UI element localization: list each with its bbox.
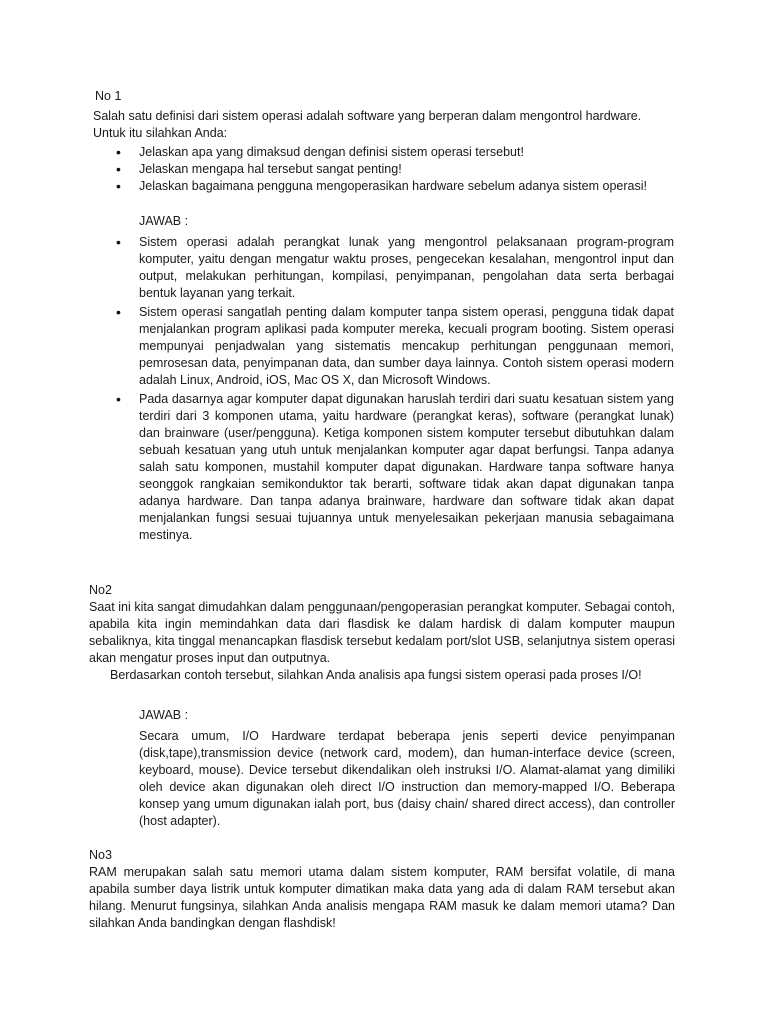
question-1-intro-line-2: Untuk itu silahkan Anda:: [93, 126, 228, 140]
question-1-answer-list: [116, 234, 674, 544]
question-3-heading: No3: [89, 848, 112, 862]
jawab-label: JAWAB :: [139, 708, 189, 722]
question-2-task: Berdasarkan contoh tersebut, silahkan Anda analisis apa fungsi sistem operasi pada proses I/O!: [110, 668, 642, 682]
question-1-intro: [93, 108, 693, 142]
question-2: [89, 582, 675, 684]
question-2-heading: No2: [89, 583, 112, 597]
jawab-label: JAWAB :: [139, 214, 189, 228]
task-item: • Jelaskan bagaimana pengguna mengoperasikan hardware sebelum adanya sistem operasi!: [116, 178, 696, 195]
question-2-jawab: [139, 707, 675, 830]
task-item: • Jelaskan mengapa hal tersebut sangat penting!: [116, 161, 696, 178]
question-1: [95, 88, 675, 105]
question-2-intro: Saat ini kita sangat dimudahkan dalam penggunaan/pengoperasian perangkat komputer. Sebagai contoh, apabila kita ingin memindahkan data dari flasdisk ke dalam hardisk di dalam komputer maupun sebaliknya, kita tinggal menancapkan flasdisk tersebut kedalam port/slot USB, selanjutnya sistem operasi akan mengatur proses input dan outputnya.: [89, 600, 675, 665]
question-2-answer: Secara umum, I/O Hardware terdapat beberapa jenis seperti device penyimpanan (disk,tape),transmission device (network card, modem), dan human-interface device (screen, keyboard, mouse). Device tersebut dikendalikan oleh instruksi I/O. Alamat-alamat yang dimiliki oleh device akan digunakan oleh direct I/O instruction dan memory-mapped I/O. Beberapa konsep yang umum digunakan ialah port, bus (daisy chain/ shared direct access), dan controller (host adapter).: [139, 729, 675, 828]
question-1-heading: No 1: [95, 89, 122, 103]
task-item: • Jelaskan apa yang dimaksud dengan definisi sistem operasi tersebut!: [116, 144, 696, 161]
question-3-intro: RAM merupakan salah satu memori utama dalam sistem komputer, RAM bersifat volatile, di mana apabila sumber daya listrik untuk komputer dimatikan maka data yang ada di dalam RAM tersebut akan hilang. Menurut fungsinya, silahkan Anda analisis mengapa RAM masuk ke dalam memori utama? Dan silahkan Anda bandingkan dengan flashdisk!: [89, 865, 675, 930]
question-3: [89, 847, 675, 932]
question-1-jawab: [139, 213, 679, 230]
answer-item: • Sistem operasi adalah perangkat lunak yang mengontrol pelaksanaan program-program komputer, yaitu dengan mengatur waktu proses, pengecekan kesalahan, mengontrol input dan output, melakukan perhitungan, kompilasi, penyimpanan, pengolahan data serta berbagai bentuk layanan yang terkait.: [116, 234, 674, 302]
answer-item: • Pada dasarnya agar komputer dapat digunakan haruslah terdiri dari suatu kesatuan sistem yang terdiri dari 3 komponen utama, yaitu hardware (perangkat keras), software (perangkat lunak) dan brainware (user/pengguna). Ketiga komponen sistem komputer tersebut dibutuhkan dalam sebuah kesatuan yang utuh untuk menjalankan komputer agar dapat berfungsi. Tanpa adanya salah satu komponen, mustahil komputer dapat digunakan. Hardware tanpa software hanya seonggok rangkaian semikonduktor tak berarti, software tidak akan dapat digunakan tanpa adanya hardware. Dan tanpa adanya brainware, hardware dan software tidak akan dapat menjalankan fungsi sesuai tujuannya untuk menyelesaikan pekerjaan manusia sebagaimana mestinya.: [116, 391, 674, 544]
answer-item: • Sistem operasi sangatlah penting dalam komputer tanpa sistem operasi, pengguna tidak dapat menjalankan program aplikasi pada komputer mereka, kecuali program booting. Sistem operasi mempunyai penjadwalan yang sistematis mencakup perhitungan penggunaan memori, pemrosesan data, penyimpanan data, dan sumber daya lainnya. Contoh sistem operasi modern adalah Linux, Android, iOS, Mac OS X, dan Microsoft Windows.: [116, 304, 674, 389]
question-1-task-list: [116, 144, 696, 195]
question-1-intro-line-1: Salah satu definisi dari sistem operasi adalah software yang berperan dalam mengontrol hardware.: [93, 109, 642, 123]
